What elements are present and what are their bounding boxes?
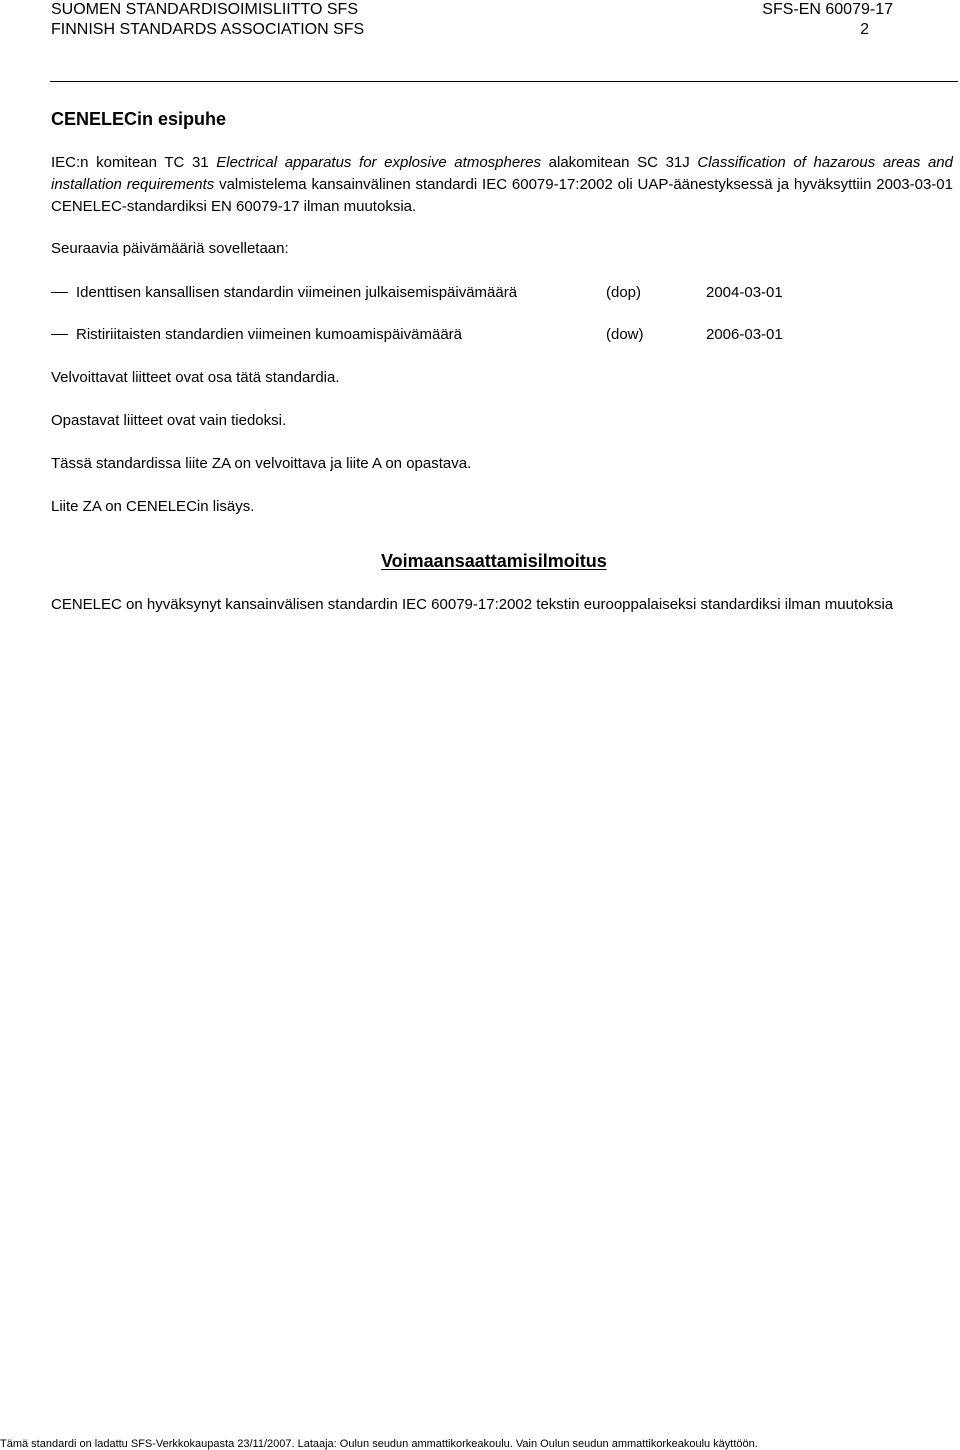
date-value: 2004-03-01 <box>706 284 783 301</box>
note-normative: Velvoittavat liitteet ovat osa tätä standardia. <box>51 369 340 386</box>
note-informative: Opastavat liitteet ovat vain tiedoksi. <box>51 412 287 429</box>
header-rule <box>50 81 958 82</box>
intro-text-3: valmistelema kansainvälinen standardi IEC 60079-17:2002 oli UAP-äänestyksessä ja hyväksyttiin 2003-03-01 CENELEC-standardiksi EN 60079-17 ilman muutoksia. <box>51 176 953 215</box>
intro-subcommittee-title: Classification of hazarous areas and installation requirements <box>51 154 953 193</box>
dash-bullet <box>51 292 68 293</box>
date-code: (dop) <box>606 284 642 301</box>
intro-text-2: alakomitean SC 31J <box>541 154 698 171</box>
date-label: Ristiriitaisten standardien viimeinen kumoamispäivämäärä <box>76 326 463 343</box>
header-doc-id: SFS-EN 60079-17 <box>762 1 893 18</box>
foreword-title: CENELECin esipuhe <box>51 109 227 129</box>
endorsement-text: CENELEC on hyväksynyt kansainvälisen standardin IEC 60079-17:2002 tekstin eurooppalaiseksi standardiksi ilman muutoksia <box>51 596 894 613</box>
foreword-intro <box>51 152 953 218</box>
date-value: 2006-03-01 <box>706 326 783 343</box>
header-org-en: FINNISH STANDARDS ASSOCIATION SFS <box>51 21 365 38</box>
header-page-number: 2 <box>860 21 869 38</box>
intro-text-1: IEC:n komitean TC 31 <box>51 154 217 171</box>
dates-intro: Seuraavia päivämääriä sovelletaan: <box>51 240 289 257</box>
endorsement-title: Voimaansaattamisilmoitus <box>381 551 607 571</box>
note-annex-za: Liite ZA on CENELECin lisäys. <box>51 498 255 515</box>
download-footer: Tämä standardi on ladattu SFS-Verkkokaupasta 23/11/2007. Lataaja: Oulun seudun ammattikorkeakoulu. Vain Oulun seudun ammattikorkeakoulu käyttöön. <box>0 1438 758 1450</box>
note-annexes: Tässä standardissa liite ZA on velvoittava ja liite A on opastava. <box>51 455 472 472</box>
date-label: Identtisen kansallisen standardin viimeinen julkaisemispäivämäärä <box>76 284 518 301</box>
header-org-fi: SUOMEN STANDARDISOIMISLIITTO SFS <box>51 1 358 18</box>
intro-committee-title: Electrical apparatus for explosive atmospheres <box>216 154 542 171</box>
date-code: (dow) <box>606 326 644 343</box>
dash-bullet <box>51 334 68 335</box>
